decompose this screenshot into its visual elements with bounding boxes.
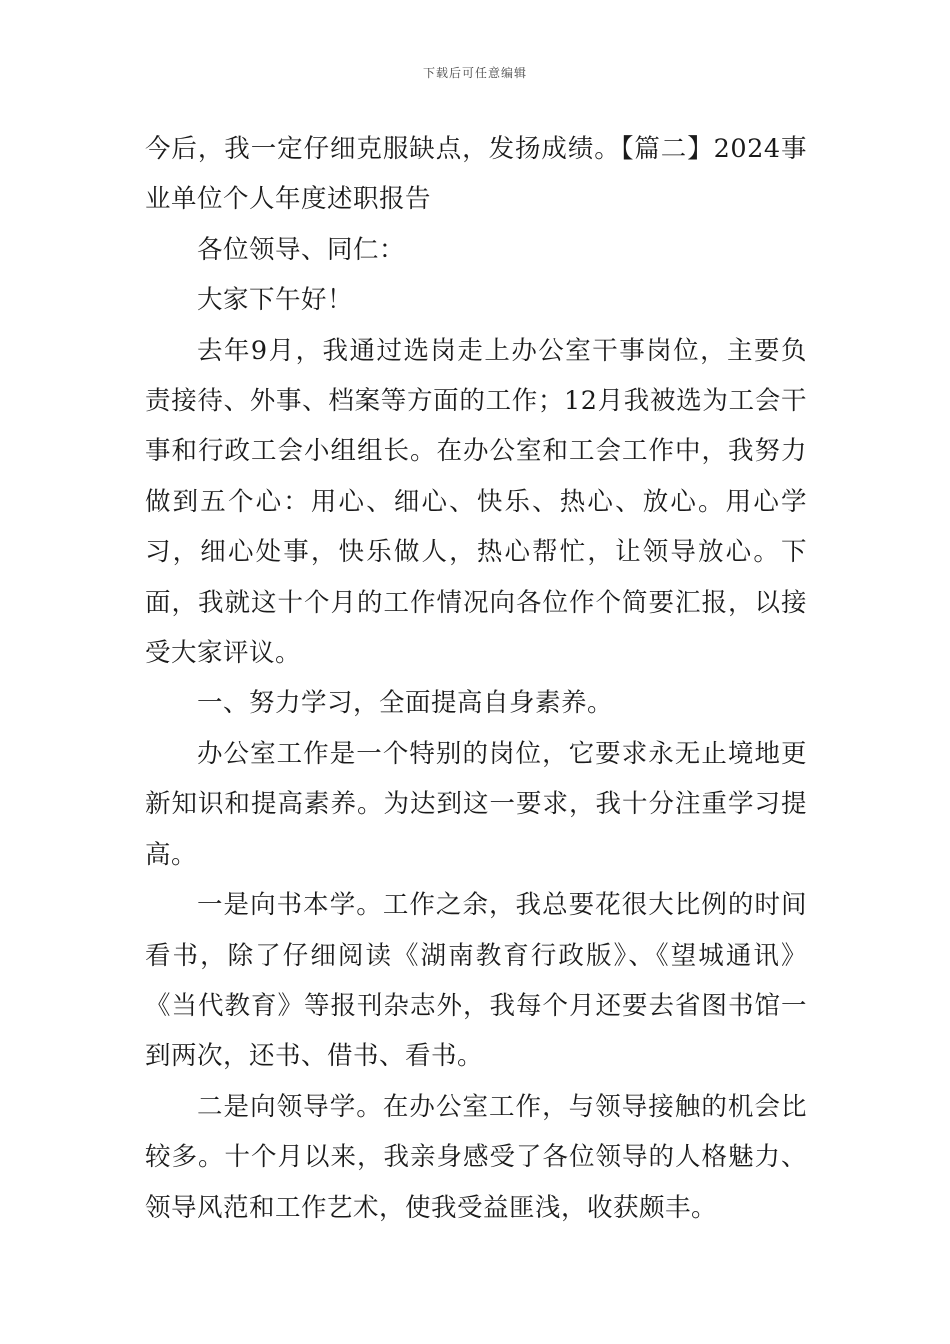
page-header-note: 下载后可任意编辑: [422, 66, 527, 80]
paragraph-overview: 去年9月，我通过选岗走上办公室干事岗位，主要负责接待、外事、档案等方面的工作；12月我被选为工会干事和行政工会小组组长。在办公室和工会工作中，我努力做到五个心：用心、细心、快乐、热心、放心。用心学习，细心处事，快乐做人，热心帮忙，让领导放心。下面，我就这十个月的工作情况向各位作个简要汇报，以接受大家评议。: [145, 335, 807, 669]
paragraph-study-leaders: 二是向领导学。在办公室工作，与领导接触的机会比较多。十个月以来，我亲身感受了各位领导的人格魅力、领导风范和工作艺术，使我受益匪浅，收获颇丰。: [145, 1091, 807, 1223]
document-body: [145, 124, 807, 1233]
section-heading-study: 一、努力学习，全面提高自身素养。: [197, 688, 614, 719]
paragraph-study-intro: 办公室工作是一个特别的岗位，它要求永无止境地更新知识和提高素养。为达到这一要求，我十分注重学习提高。: [145, 738, 807, 870]
paragraph-salutation: 各位领导、同仁：: [197, 234, 406, 265]
paragraph-greeting: 大家下午好！: [197, 285, 354, 316]
paragraph-intro: 今后，我一定仔细克服缺点，发扬成绩。【篇二】2024事业单位个人年度述职报告: [145, 134, 807, 215]
paragraph-study-books: 一是向书本学。工作之余，我总要花很大比例的时间看书，除了仔细阅读《湖南教育行政版》、《望城通讯》《当代教育》等报刊杂志外，我每个月还要去省图书馆一到两次，还书、借书、看书。: [145, 890, 807, 1072]
